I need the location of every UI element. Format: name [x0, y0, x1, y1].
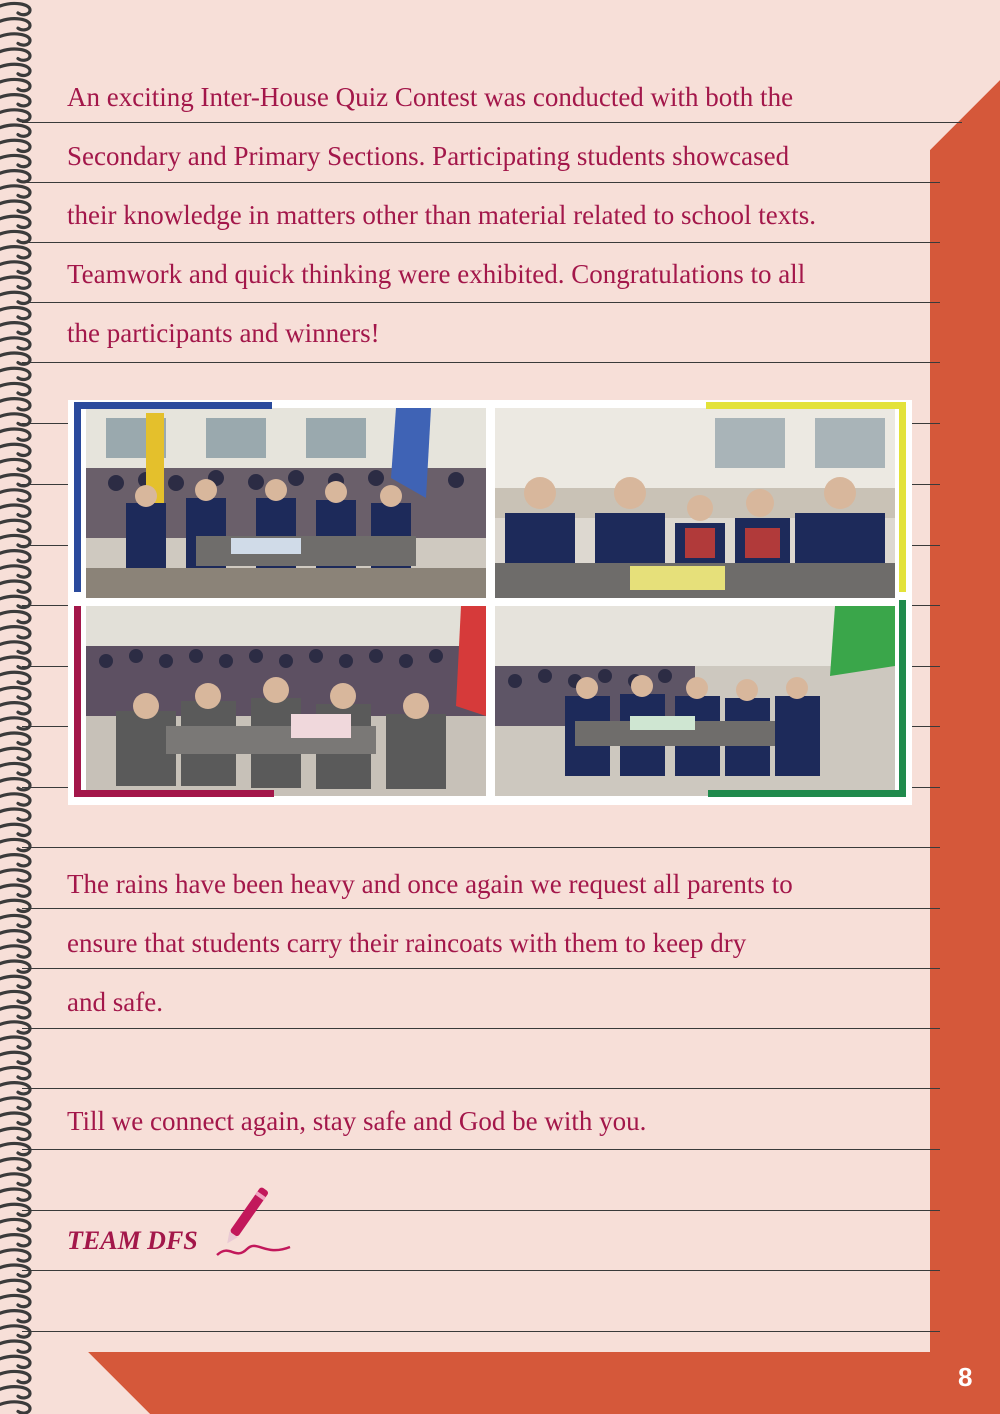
- paragraph-line: Secondary and Primary Sections. Participating students showcased: [67, 141, 790, 171]
- ruled-line: [22, 1088, 940, 1089]
- quiz-photo-sapphire: [86, 408, 486, 598]
- closing-line: Till we connect again, stay safe and God be with you.: [67, 1106, 647, 1136]
- signature: TEAM DFS: [67, 1226, 198, 1255]
- quiz-paragraph: [67, 68, 816, 363]
- sapphire-accent: [74, 402, 81, 592]
- closing-text: [67, 1092, 646, 1151]
- ruby-accent: [74, 790, 274, 797]
- paragraph-line: ensure that students carry their raincoats with them to keep dry: [67, 928, 747, 958]
- paragraph-line: The rains have been heavy and once again we request all parents to: [67, 869, 793, 899]
- emerald-accent: [708, 790, 906, 797]
- quiz-photo-topaz: [495, 408, 895, 598]
- ruled-line: [22, 1270, 940, 1271]
- topaz-accent: [899, 402, 906, 592]
- paragraph-line: their knowledge in matters other than material related to school texts.: [67, 200, 817, 230]
- paragraph-line: An exciting Inter-House Quiz Contest was conducted with both the: [67, 82, 794, 112]
- page-number: 8: [958, 1362, 973, 1392]
- photo-collage: [68, 400, 912, 805]
- pen-icon: [205, 1183, 295, 1263]
- paragraph-line: the participants and winners!: [67, 318, 380, 348]
- emerald-accent: [899, 600, 906, 797]
- ruled-line: [22, 1210, 940, 1211]
- paragraph-line: and safe.: [67, 987, 163, 1017]
- spiral-binding-icon: [0, 0, 40, 1414]
- ruled-line: [22, 847, 940, 848]
- rain-paragraph: [67, 855, 793, 1032]
- topaz-accent: [706, 402, 906, 409]
- ruled-line: [22, 1331, 940, 1332]
- ruby-accent: [74, 606, 81, 796]
- paragraph-line: Teamwork and quick thinking were exhibited. Congratulations to all: [67, 259, 806, 289]
- quiz-photo-emerald: [495, 606, 895, 796]
- quiz-photo-ruby: [86, 606, 486, 796]
- sapphire-accent: [74, 402, 272, 409]
